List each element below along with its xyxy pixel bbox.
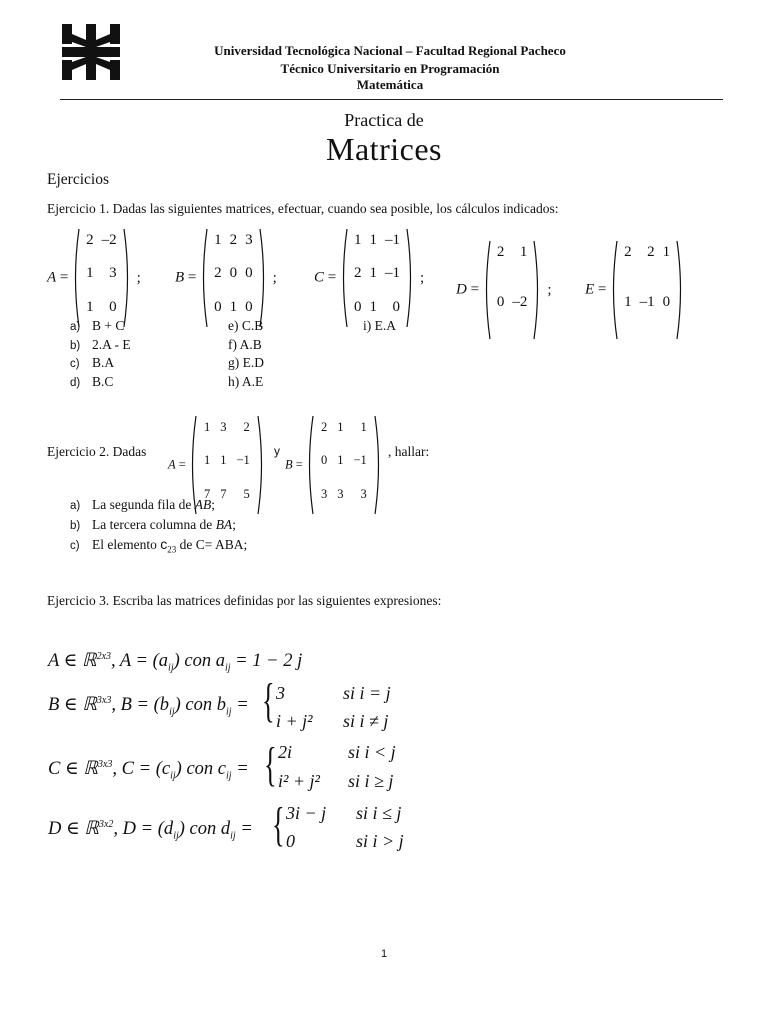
ex2-suffix: , hallar: (388, 444, 430, 459)
ex2-prefix: Ejercicio 2. Dadas (47, 444, 147, 459)
ex3-def-d: D ∈ ℝ$^{3x2}$, $D = (d_{ij})$ con $d_{ij}$ = (48, 818, 253, 842)
matrix-cell: 2 (624, 244, 632, 260)
matrix-cell: 0 (353, 298, 362, 315)
matrix-cell: 1 (369, 265, 377, 282)
ex2-connector: y (274, 444, 280, 458)
matrix-cell: 1 (220, 453, 227, 468)
list-item: i) E.A (363, 318, 396, 333)
matrix-label: A (47, 269, 57, 286)
matrix-cell: 0 (245, 298, 253, 315)
list-item: g) E.D (228, 355, 264, 370)
ex3-def-c: C ∈ ℝ$^{3x3}$, $C = (c_{ij})$ con $c_{ij}$ = (48, 758, 249, 782)
matrix-cell: 0 (392, 298, 400, 315)
matrix-separator: ; (136, 269, 141, 286)
matrix-cell: 3 (109, 265, 117, 282)
matrix-cell: 1 (353, 232, 362, 248)
case-d2-cond: si i > j (356, 831, 404, 851)
case-brace: { (272, 798, 285, 851)
case-d1-expr: 3i − j (286, 803, 327, 823)
matrix-label: D (456, 281, 467, 298)
matrix-cell: 2 (353, 265, 362, 282)
matrix-label: B (175, 269, 185, 286)
matrix-cell: 1 (86, 265, 94, 282)
matrix-cell: 0 (229, 265, 238, 282)
page-subtitle: Practica de (344, 110, 424, 130)
matrix-separator: ; (547, 281, 552, 298)
matrix-cell: 2 (86, 232, 94, 248)
case-b2-expr: i + j² (276, 711, 313, 731)
ex1-list-col3 (363, 318, 396, 337)
matrix-separator: ; (419, 269, 425, 286)
matrix-label: E (585, 281, 595, 298)
matrix-cell: −1 (236, 453, 250, 468)
matrix-cell: −1 (353, 453, 367, 468)
matrix-cell: 3 (220, 420, 227, 434)
matrix-cell: 2 (496, 244, 505, 260)
case-b1-cond: si i = j (343, 683, 391, 703)
matrix-cell: 7 (203, 486, 211, 501)
matrix-separator: ; (272, 269, 277, 286)
list-item: e) C.B (228, 318, 264, 333)
ex1-intro: Ejercicio 1. Dadas las siguientes matrices, efectuar, cuando sea posible, los cálculos indicados: (47, 201, 559, 216)
matrix-a: A = 1 3 2 1 1 −1 7 7 5 (168, 415, 265, 515)
list-item: a) La segunda fila de AB; (70, 497, 215, 512)
matrix-cell: 1 (337, 420, 344, 434)
matrix-cell: 1 (214, 232, 222, 248)
list-item: h) A.E (228, 373, 264, 389)
matrix-e: E = 2 2 1 1 –1 0 (585, 240, 684, 340)
matrix-cell: 3 (320, 486, 328, 501)
case-d2-expr: 0 (286, 831, 295, 851)
case-c2-cond: si i ≥ j (348, 771, 394, 791)
ex2-list (70, 497, 247, 556)
matrix-cell: 2 (214, 265, 222, 282)
matrix-cell: 2 (229, 232, 238, 248)
case-c1-cond: si i < j (348, 742, 396, 762)
case-brace: { (262, 674, 275, 727)
section-heading: Ejercicios (47, 171, 109, 188)
matrix-cell: 1 (229, 298, 238, 315)
matrix-cell: 1 (624, 294, 632, 310)
matrix-cell: 0 (320, 453, 328, 468)
list-item: c) B.A (70, 355, 115, 370)
matrix-c: C = 1 1 –1 2 1 –1 0 1 0 ; (314, 228, 424, 328)
ex3-def-a: A ∈ ℝ$^{2x3}$, $A = (a_{ij})$ con $a_{ij} = 1 - 2$ j (48, 650, 303, 674)
matrix-cell: 1 (662, 244, 671, 260)
matrix-a: A = 2 –2 1 3 1 0 ; (47, 228, 141, 328)
header-subject: Matemática (356, 77, 424, 92)
matrix-cell: 0 (662, 294, 671, 310)
matrix-cell: 5 (243, 486, 250, 501)
matrix-cell: 1 (360, 420, 367, 434)
list-item: d) B.C (70, 373, 114, 389)
list-item: b) La tercera columna de BA; (70, 516, 236, 532)
matrix-label: B (285, 457, 293, 472)
matrix-cell: 1 (203, 453, 211, 468)
matrix-label: C (314, 269, 325, 286)
case-b1-expr: 3 (276, 683, 285, 703)
matrix-cell: 3 (337, 486, 344, 501)
header-institution: Universidad Tecnológica Nacional – Facultad Regional Pacheco (214, 43, 566, 58)
matrix-cell: –2 (101, 232, 117, 248)
ex3-intro: Ejercicio 3. Escriba las matrices definidas por las siguientes expresiones: (47, 593, 442, 608)
matrix-cell: 0 (214, 298, 222, 315)
matrix-cell: 2 (647, 244, 655, 260)
matrix-cell: 1 (369, 232, 377, 248)
case-d1-cond: si i ≤ j (356, 803, 402, 823)
matrix-d: D = 2 1 0 –2 ; (456, 240, 551, 340)
matrix-cell: 0 (109, 298, 117, 315)
case-c1-expr: 2i (278, 742, 293, 762)
matrix-b: B = 1 2 3 2 0 0 0 1 0 ; (175, 228, 277, 328)
matrix-cell: 3 (245, 232, 253, 248)
case-brace: { (264, 738, 277, 791)
matrix-cell: 2 (243, 420, 250, 434)
case-c2-expr: i² + j² (278, 771, 320, 791)
matrix-cell: 2 (320, 420, 328, 434)
matrix-cell: 1 (203, 420, 211, 434)
matrix-cell: 1 (369, 298, 377, 315)
case-b2-cond: si i ≠ j (343, 711, 389, 731)
matrix-label: A (168, 457, 176, 472)
matrix-cell: 1 (519, 244, 528, 260)
matrix-cell: 0 (245, 265, 253, 282)
matrix-cell: 7 (220, 486, 227, 501)
ex1-list-col2 (228, 318, 264, 392)
matrix-b: B = 2 1 1 0 1 −1 3 3 3 (285, 415, 382, 515)
matrix-cell: 3 (360, 486, 367, 501)
matrix-cell: 0 (496, 294, 505, 310)
matrix-cell: –1 (384, 232, 400, 248)
matrix-cell: –2 (512, 294, 528, 310)
matrix-cell: –1 (384, 265, 400, 282)
list-item: f) A.B (228, 336, 262, 352)
matrix-cell: 1 (337, 453, 344, 468)
matrix-cell: 1 (86, 298, 94, 315)
matrix-cell: –1 (639, 294, 655, 310)
list-item: b) 2.A - E (70, 336, 131, 352)
ex1-list-col1 (70, 318, 131, 392)
ex3-def-b: B ∈ ℝ$^{3x3}$, $B = (b_{ij})$ con $b_{ij}$ = (48, 694, 249, 718)
list-item: c) El elemento $c_{23}$ de C= ABA; (70, 536, 248, 555)
header-program: Técnico Universitario en Programación (280, 61, 500, 76)
page-title: Matrices (326, 131, 442, 167)
header-divider (60, 99, 723, 100)
page-number: 1 (380, 948, 388, 960)
list-item: a) B + C (70, 318, 125, 333)
